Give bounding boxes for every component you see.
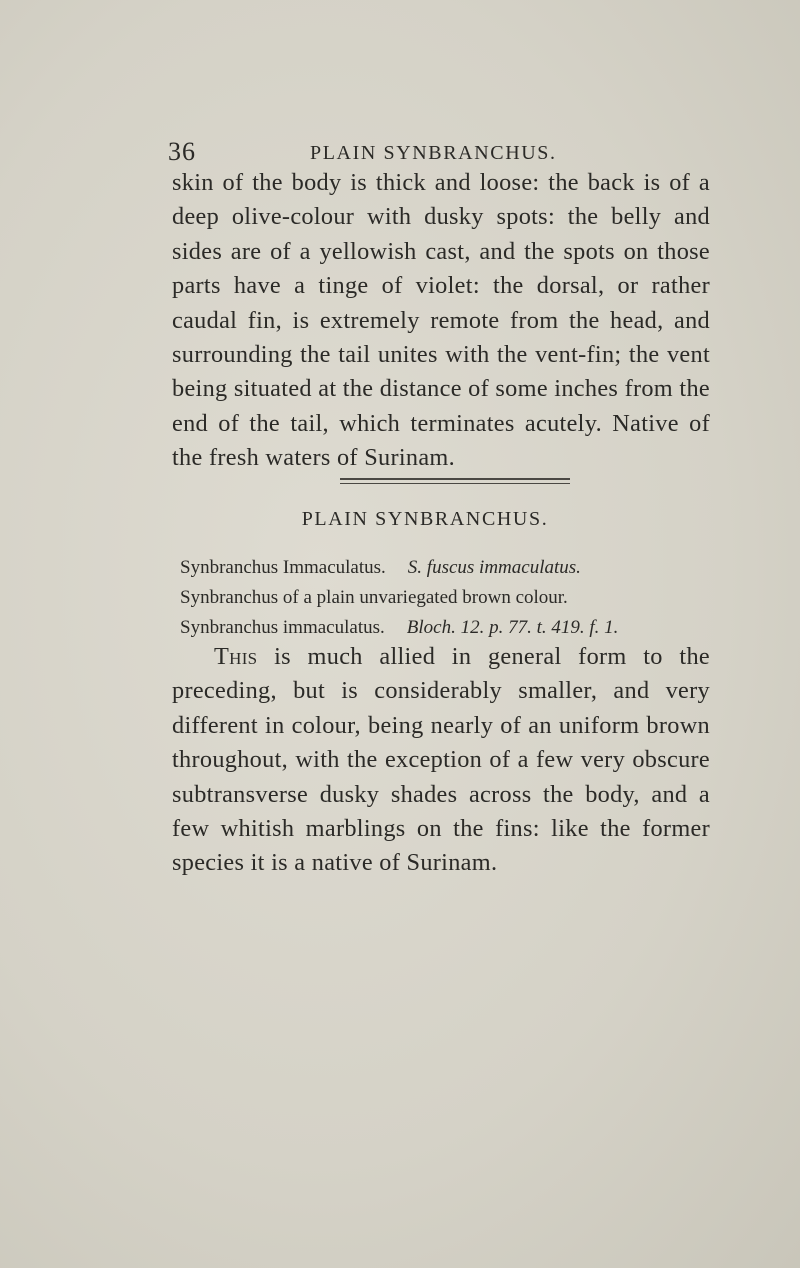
synonym-reference: S. fuscus immaculatus. (407, 557, 581, 578)
paragraph-description (172, 640, 710, 881)
synonym-line (180, 613, 720, 643)
synonym-name: Synbranchus immaculatus. (180, 617, 385, 638)
divider-rule-top (340, 478, 570, 480)
synonym-name: Synbranchus of a plain unvariegated brown colour. (180, 587, 568, 608)
page-number: 36 (168, 137, 196, 166)
section-divider (340, 478, 570, 487)
synonym-reference: Bloch. 12. p. 77. t. 419. f. 1. (406, 617, 619, 638)
synonym-line (180, 583, 720, 613)
page-header (168, 137, 728, 167)
synonym-name: Synbranchus Immaculatus. (180, 557, 386, 578)
paragraph-lead-word: This (214, 643, 258, 670)
running-head: PLAIN SYNBRANCHUS. (310, 142, 557, 164)
section-title-text: PLAIN SYNBRANCHUS. (301, 508, 549, 530)
paragraph-continued: skin of the body is thick and loose: the back is of a deep olive-colour with dusky spots: the belly and sides are of a yellowish cast, and the spots on those parts have a tinge of violet: the dorsal, or rather caudal fin, is extremely remote from the head, and surrounding the tail unites with the vent-fin; the vent being situated at the distance of some inches from the end of the tail, which terminates acutely. Native of the fresh waters of Surinam. (172, 169, 710, 472)
divider-rule-bottom (340, 483, 570, 484)
synonym-line (180, 553, 720, 583)
section-title (0, 508, 800, 531)
paragraph-body: is much allied in general form to the preceding, but is considerably smaller, and very different in colour, being nearly of an uniform brown throughout, with the exception of a few very obscure subtransverse dusky shades across the body, and a few whitish marblings on the fins: like the former species it is a native of Surinam. (172, 643, 710, 877)
synonym-list (180, 553, 720, 643)
